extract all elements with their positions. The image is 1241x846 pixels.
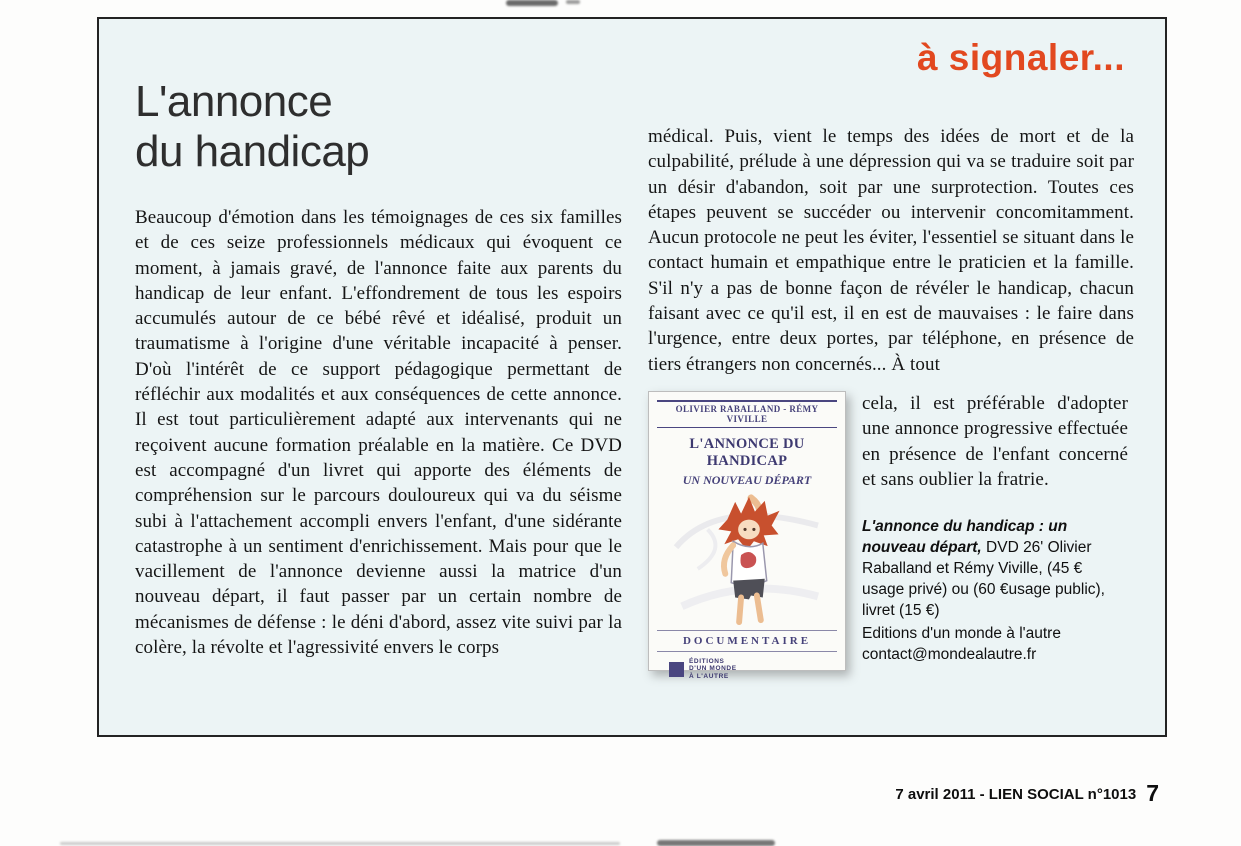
dvd-cover-subtitle: UN NOUVEAU DÉPART <box>682 472 812 487</box>
publisher-line-3: À L'AUTRE <box>689 672 729 680</box>
scan-artifact-top-2 <box>566 0 580 4</box>
section-label: à signaler... <box>916 37 1125 78</box>
scan-artifact-bottom-2 <box>60 842 620 845</box>
dvd-cover-authors: OLIVIER RABALLAND - RÉMY VIVILLE <box>675 403 819 424</box>
article-title-line2: du handicap <box>135 127 370 176</box>
scan-artifact-bottom <box>657 840 775 846</box>
publisher-name <box>689 658 737 681</box>
dvd-cover-publisher <box>657 658 837 681</box>
page-footer <box>0 780 1159 807</box>
article-text-left: Beaucoup d'émotion dans les témoignages de ces six familles et de ces seize professionnels médicaux qui évoquent ce moment, à jamais gravé, de l'annonce faite aux parents du handicap de leur enfant. L'effondrement de tous les espoirs accumulés autour de ce bébé rêvé et idéalisé, produit un traumatisme à l'origine d'une véritable incapacité à penser. D'où l'intérêt de ce support pédagogique permettant de réfléchir aux modalités et aux conséquences de cette annonce. Il est tout particulièrement adapté aux intervenants qui ne reçoivent aucune formation préalable en la matière. Ce DVD est accompagné d'un livret qui apporte des éléments de compréhension sur le parcours douloureux qui va du séisme subi à l'attachement accompli envers l'enfant, d'une sidérante catastrophe à un sentiment d'enrichissement. Mais pour que le vacillement de l'annonce devienne aussi la matrice d'un nouveau départ, il faut passer par un certain nombre de mécanismes de défense : le déni d'abord, assez vite suivi par la colère, la révolte et l'agressivité envers le corps <box>135 207 622 659</box>
caption-email: contact@mondealautre.fr <box>862 646 1037 664</box>
dvd-cover-title: L'ANNONCE DU HANDICAP <box>689 435 805 469</box>
publisher-line-1: ÉDITIONS <box>689 657 725 665</box>
dvd-cover-genre: DOCUMENTAIRE <box>657 630 837 652</box>
publisher-line-2: D'UN MONDE <box>689 665 737 673</box>
wrap-column <box>862 391 1128 671</box>
article-title <box>135 77 369 177</box>
footer-issue: 7 avril 2011 - LIEN SOCIAL n°1013 <box>895 786 1137 803</box>
dvd-caption <box>862 516 1128 665</box>
caption-publisher: Editions d'un monde à l'autre <box>862 625 1061 643</box>
caption-details: DVD 26' Olivier Raballand et Rémy Viville, (45 € usage privé) ou (60 €usage public), livret (15 €) <box>862 539 1105 620</box>
article-text-right-1: médical. Puis, vient le temps des idées de mort et de la culpabilité, prélude à une dépression qui va se traduire soit par un désir d'abandon, soit par une surprotection. Toutes ces étapes peuvent se succéder ou intervenir concomitamment. Aucun protocole ne peut les éviter, l'essentiel se situant dans le contact humain et empathique entre le praticien et la famille. S'il n'y a pas de bonne façon de révéler le handicap, chacun faisant avec ce qu'il est, il en est de mauvaises : le faire dans l'urgence, entre deux portes, par téléphone, en présence de tiers étrangers non concernés... À tout <box>648 126 1134 375</box>
scan-artifact-top <box>506 0 558 6</box>
article-column-right <box>648 124 1134 680</box>
manga-girl-illustration <box>657 490 837 628</box>
media-row <box>648 391 1134 680</box>
dvd-cover <box>648 391 846 680</box>
article-title-line1: L'annonce <box>135 77 333 126</box>
article-text-right-2: cela, il est préférable d'adopter une annonce progressive effectuée en présence de l'enfant concerné et sans oublier la fratrie. <box>862 392 1128 490</box>
caption-main <box>862 516 1128 621</box>
page-number: 7 <box>1146 780 1159 806</box>
publisher-logo-icon <box>669 662 684 677</box>
caption-title: L'annonce du handicap : un nouveau départ, <box>862 518 1068 557</box>
dvd-illustration-svg <box>663 490 831 628</box>
article-column-left <box>135 205 622 660</box>
article-frame <box>97 17 1167 737</box>
dvd-cover-rule-mid <box>657 427 837 428</box>
